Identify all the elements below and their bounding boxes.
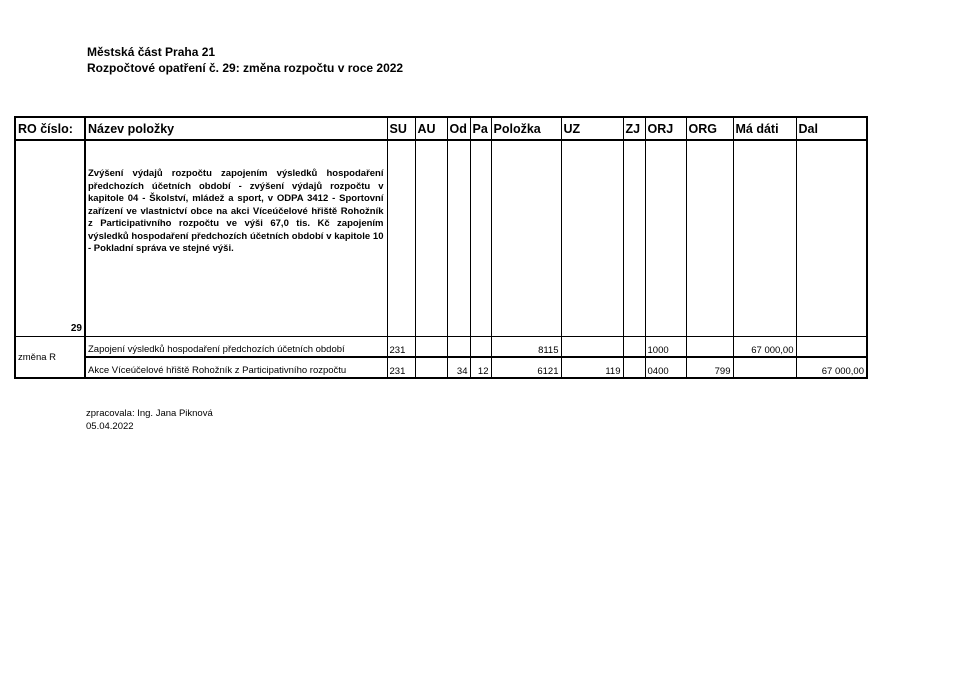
cell-su: 231 [387, 337, 415, 358]
col-header-dal: Dal [796, 117, 867, 140]
cell-pa: 12 [470, 357, 491, 378]
cell-zj [623, 337, 645, 358]
document-footer [86, 407, 213, 433]
col-header-zj: ZJ [623, 117, 645, 140]
table-row-main [15, 140, 867, 337]
budget-measure-title: Rozpočtové opatření č. 29: změna rozpočtu v roce 2022 [87, 61, 404, 75]
col-header-ro: RO číslo: [15, 117, 85, 140]
document-date: 05.04.2022 [86, 421, 134, 432]
cell-org: 799 [686, 357, 733, 378]
cell-au [415, 337, 447, 358]
cell-dal: 67 000,00 [796, 357, 867, 378]
document-header [87, 44, 403, 76]
cell-su: 231 [387, 357, 415, 378]
cell-pa [470, 337, 491, 358]
col-header-su: SU [387, 117, 415, 140]
cell-org [686, 337, 733, 358]
table-header-row [15, 117, 867, 140]
cell-orj: 1000 [645, 337, 686, 358]
col-header-pa: Pa [470, 117, 491, 140]
col-header-name: Název položky [85, 117, 387, 140]
ro-number: 29 [15, 140, 85, 337]
row-description: Zapojení výsledků hospodaření předchozích účetních období [85, 337, 387, 358]
col-header-org: ORG [686, 117, 733, 140]
cell-od [447, 337, 470, 358]
cell-ma-dati: 67 000,00 [733, 337, 796, 358]
cell-od: 34 [447, 357, 470, 378]
cell-polozka: 8115 [491, 337, 561, 358]
col-header-od: Od [447, 117, 470, 140]
col-header-orj: ORJ [645, 117, 686, 140]
main-description: Zvýšení výdajů rozpočtu zapojením výsledků hospodaření předchozích účetních období - zvýšení výdajů rozpočtu v kapitole 04 - Školství, mládež a sport, v ODPA 3412 - Sportovní zařízení ve vlastnictví obce na akci Víceúčelové hřiště Rohožník z Participativního rozpočtu ve výši 67,0 tis. Kč zapojením výsledků hospodaření předchozích účetních období v kapitole 10 - Pokladní správa ve stejné výši. [85, 140, 387, 337]
table-row [15, 357, 867, 378]
municipality-title: Městská část Praha 21 [87, 45, 216, 59]
cell-au [415, 357, 447, 378]
col-header-polozka: Položka [491, 117, 561, 140]
col-header-au: AU [415, 117, 447, 140]
cell-polozka: 6121 [491, 357, 561, 378]
row-description: Akce Víceúčelové hřiště Rohožník z Participativního rozpočtu [85, 357, 387, 378]
cell-orj: 0400 [645, 357, 686, 378]
cell-uz: 119 [561, 357, 623, 378]
col-header-uz: UZ [561, 117, 623, 140]
cell-zj [623, 357, 645, 378]
col-header-ma-dati: Má dáti [733, 117, 796, 140]
cell-uz [561, 337, 623, 358]
prepared-by: zpracovala: Ing. Jana Piknová [86, 408, 213, 419]
cell-dal [796, 337, 867, 358]
budget-table [14, 116, 868, 379]
table-row [15, 337, 867, 358]
row-ro-label: změna R [15, 337, 85, 379]
cell-ma-dati [733, 357, 796, 378]
